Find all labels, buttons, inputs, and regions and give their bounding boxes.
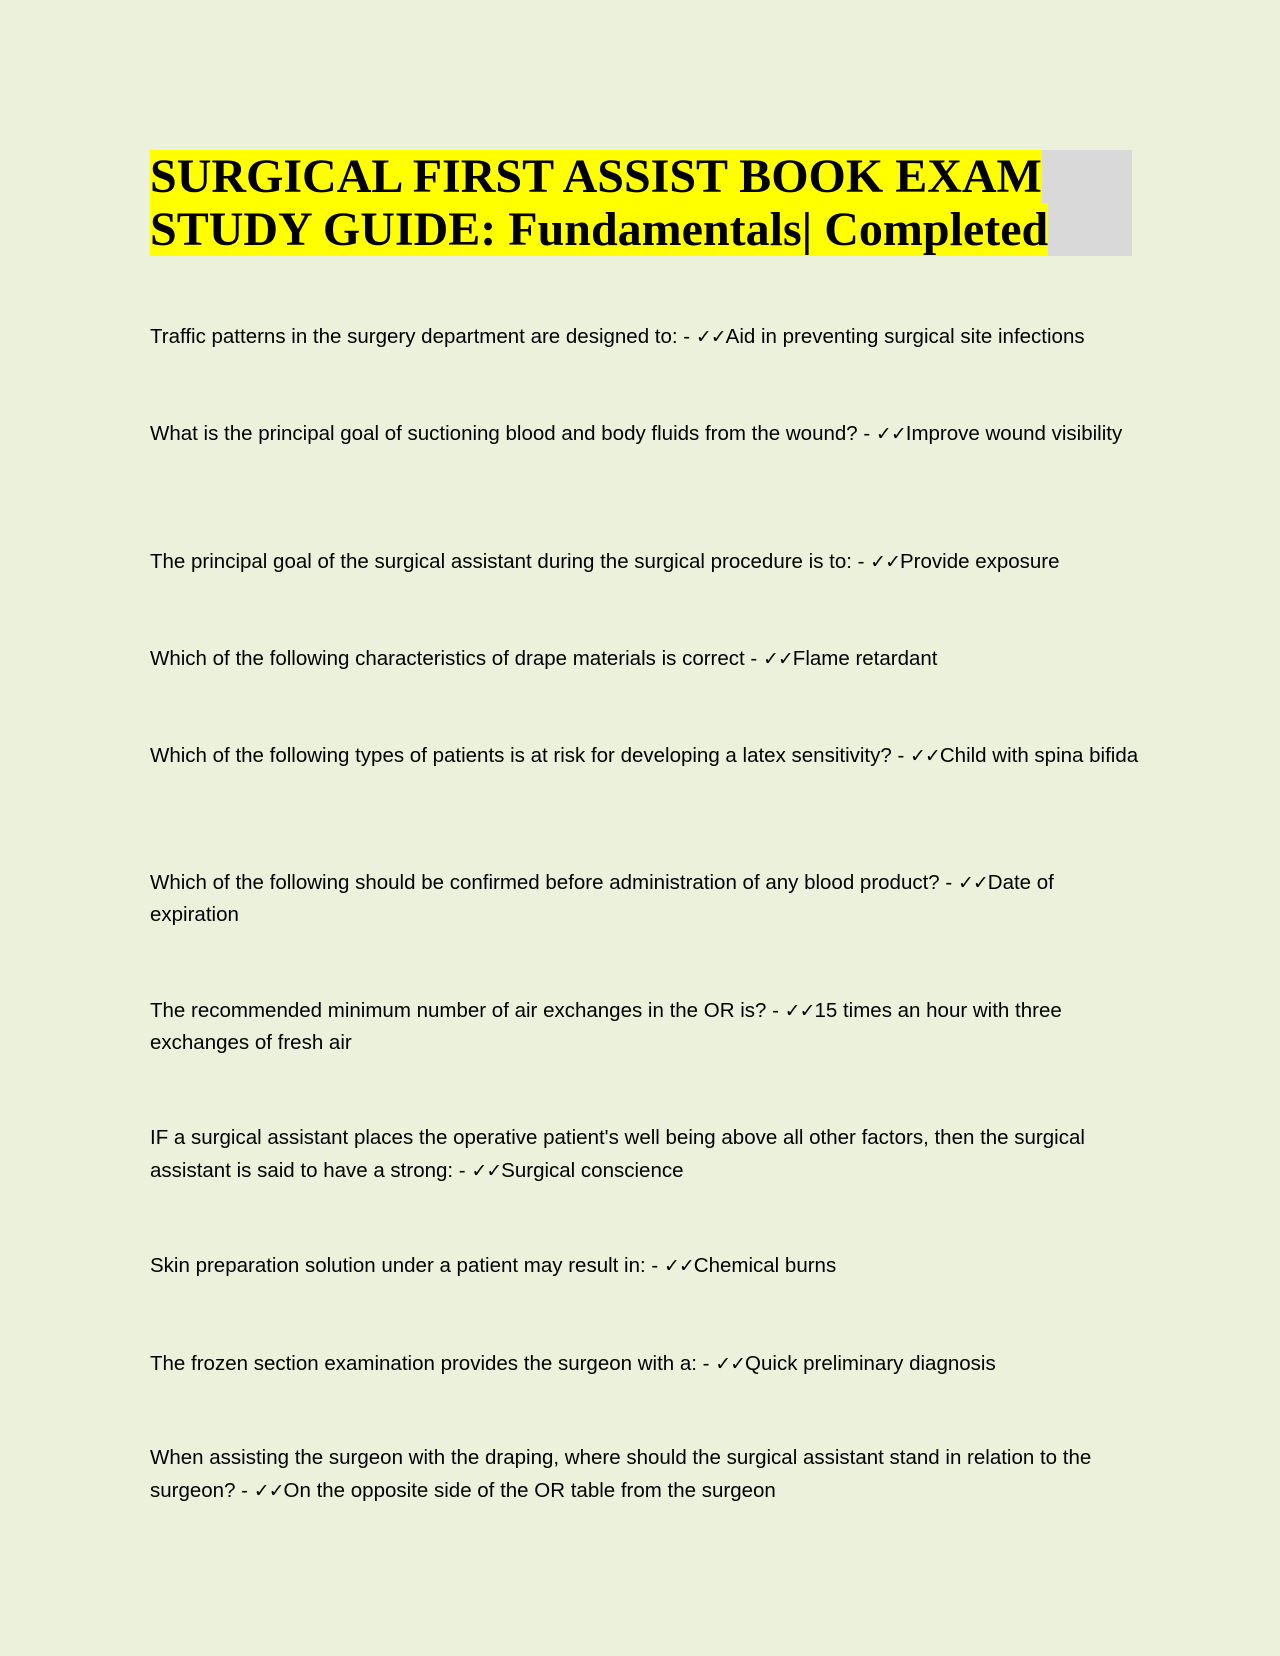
title-block: [150, 150, 1132, 256]
qa-item-9: [150, 1250, 1140, 1282]
double-check-icon: ✓✓: [663, 1255, 694, 1277]
double-check-icon: ✓✓: [762, 648, 793, 670]
separator: -: [645, 1254, 664, 1277]
double-check-icon: ✓✓: [695, 326, 726, 348]
question-text: Traffic patterns in the surgery department are designed to:: [150, 325, 678, 348]
document-title: [150, 150, 1132, 256]
double-check-icon: ✓✓: [910, 745, 940, 767]
question-text: Which of the following should be confirmed before administration of any blood product?: [150, 871, 940, 894]
separator: -: [696, 1352, 716, 1375]
answer-text: On the opposite side of the OR table from the surgeon: [283, 1479, 776, 1502]
double-check-icon: ✓✓: [957, 872, 988, 894]
qa-item-1: [150, 321, 1140, 353]
qa-item-5: [150, 740, 1140, 772]
double-check-icon: ✓✓: [471, 1160, 502, 1182]
double-check-icon: ✓✓: [253, 1480, 284, 1502]
separator: -: [235, 1479, 254, 1502]
separator: -: [857, 422, 876, 445]
question-text: When assisting the surgeon with the draping, where should the surgical assistant stand in relation to the surgeon?: [150, 1446, 1092, 1502]
separator: -: [939, 871, 958, 894]
separator: -: [453, 1159, 472, 1182]
answer-text: Chemical burns: [693, 1254, 837, 1277]
separator: -: [744, 647, 763, 670]
answer-text: Surgical conscience: [501, 1159, 684, 1182]
qa-item-3: [150, 546, 1140, 578]
answer-text: Date of expiration: [150, 871, 1054, 926]
double-check-icon: ✓✓: [870, 551, 900, 573]
question-text: Skin preparation solution under a patient may result in:: [150, 1254, 646, 1277]
question-text: The frozen section examination provides the surgeon with a:: [150, 1352, 697, 1375]
separator: -: [891, 744, 911, 767]
separator: -: [766, 999, 785, 1022]
answer-text: Improve wound visibility: [905, 422, 1123, 445]
qa-item-10: [150, 1348, 1140, 1380]
double-check-icon: ✓✓: [784, 1000, 815, 1022]
qa-item-8: [150, 1121, 1140, 1188]
question-text: The principal goal of the surgical assistant during the surgical procedure is to:: [150, 550, 852, 573]
question-text: Which of the following characteristics of drape materials is correct: [150, 647, 745, 670]
question-text: The recommended minimum number of air exchanges in the OR is?: [150, 999, 767, 1022]
question-text: Which of the following types of patients is at risk for developing a latex sensitivity?: [150, 744, 892, 767]
qa-item-11: [150, 1441, 1140, 1508]
separator: -: [851, 550, 871, 573]
answer-text: 15 times an hour with three exchanges of fresh air: [150, 999, 1062, 1054]
qa-item-7: [150, 995, 1140, 1058]
title-line-1: SURGICAL FIRST ASSIST BOOK EXAM: [150, 150, 1042, 203]
answer-text: Child with spina bifida: [939, 744, 1139, 767]
double-check-icon: ✓✓: [715, 1353, 746, 1375]
question-text: IF a surgical assistant places the operative patient's well being above all other factors, then the surgical assistant is said to have a strong:: [150, 1126, 1085, 1182]
answer-text: Flame retardant: [792, 647, 938, 670]
qa-item-4: [150, 643, 1140, 675]
question-text: What is the principal goal of suctioning blood and body fluids from the wound?: [150, 422, 858, 445]
answer-text: Aid in preventing surgical site infections: [725, 325, 1085, 348]
double-check-icon: ✓✓: [875, 423, 906, 445]
qa-item-2: [150, 418, 1140, 450]
separator: -: [677, 325, 696, 348]
title-line-2: STUDY GUIDE: Fundamentals| Completed: [150, 203, 1049, 256]
qa-item-6: [150, 867, 1140, 930]
answer-text: Provide exposure: [900, 550, 1060, 573]
answer-text: Quick preliminary diagnosis: [745, 1352, 996, 1375]
